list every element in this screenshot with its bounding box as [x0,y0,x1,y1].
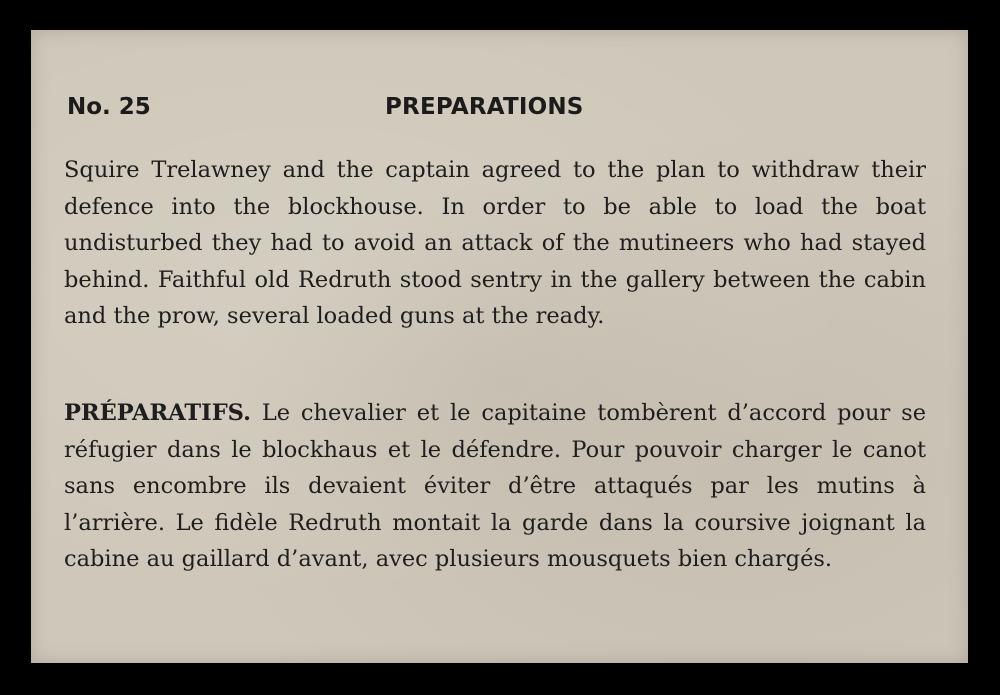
card-header [67,94,932,124]
french-heading: PRÉPARATIFS. [64,400,251,426]
french-text: Le chevalier et le capitaine tombèrent d’accord pour se réfugier dans le blockhaus et le défendre. Pour pouvoir charger le canot sans encombre ils devaient éviter d’être attaqués par les mutins à l’arrière. Le fidèle Redruth montait la garde dans la coursive joignant la cabine au gaillard d’avant, avec plusieurs mousquets bien chargés. [64,400,927,572]
card-number: No. 25 [67,94,151,120]
card-title: PREPARATIONS [385,94,584,120]
french-description [64,395,926,578]
english-description [64,152,926,335]
trading-card-back [31,30,968,663]
english-text: Squire Trelawney and the captain agreed to the plan to withdraw their defence into the blockhouse. In order to be able to load the boat undisturbed they had to avoid an attack of the mutineers who had stayed behind. Faithful old Redruth stood sentry in the gallery between the cabin and the prow, several loaded guns at the ready. [64,157,926,329]
